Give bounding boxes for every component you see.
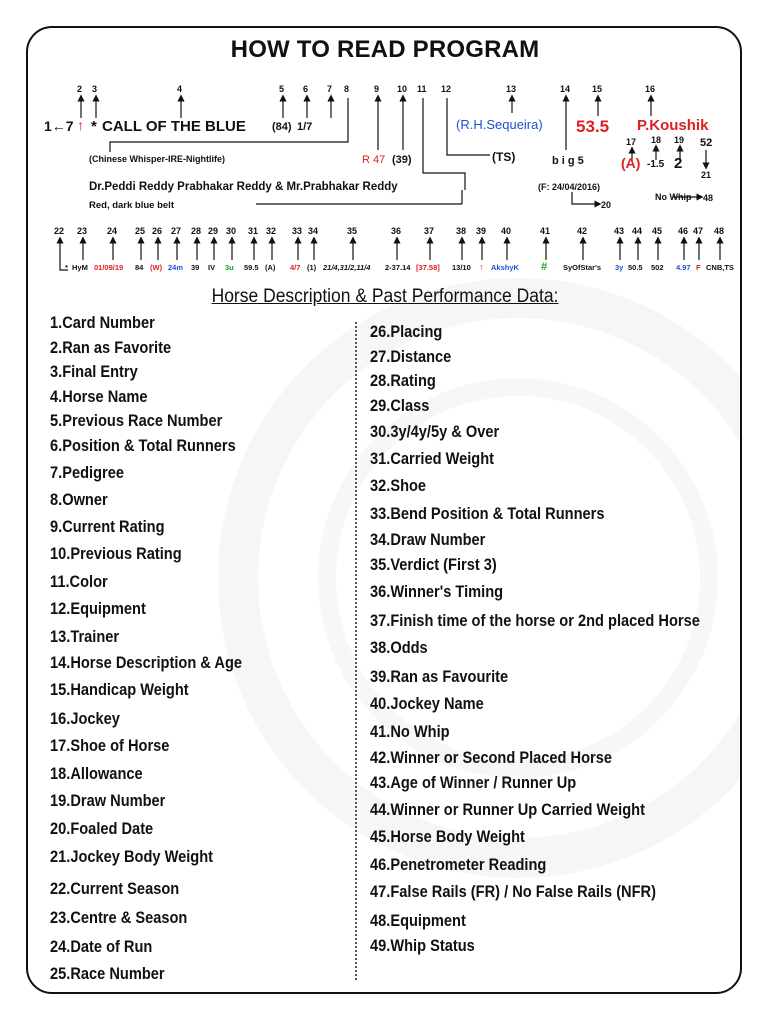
marker-12: 12: [441, 84, 452, 94]
marker-31: 31: [248, 226, 259, 236]
marker-6: 6: [303, 84, 309, 94]
legend-item: 19.Draw Number: [50, 791, 166, 810]
no-whip-label: No Whip: [655, 192, 692, 202]
legend-item: 38.Odds: [370, 638, 428, 657]
legend-item: 41.No Whip: [370, 722, 450, 741]
owner: Dr.Peddi Reddy Prabhakar Reddy & Mr.Prabhakar Reddy: [89, 181, 398, 193]
legend-item: 23.Centre & Season: [50, 908, 188, 927]
arrow-diagram: [0, 0, 770, 300]
previous-race-number: (84): [272, 121, 292, 133]
marker-13: 13: [506, 84, 517, 94]
perf-fav: ↑: [479, 262, 484, 272]
perf-winner-weight: 50.5: [628, 263, 643, 272]
perf-finish: [37.58]: [416, 263, 440, 272]
legend-item: 40.Jockey Name: [370, 694, 484, 713]
marker-32: 32: [266, 226, 277, 236]
horse-description-age: b i g 5: [552, 155, 584, 167]
marker-40: 40: [501, 226, 512, 236]
legend-item: 14.Horse Description & Age: [50, 653, 243, 672]
pedigree: (Chinese Whisper-IRE-Nightlife): [89, 154, 226, 164]
perf-rails: F: [696, 263, 701, 272]
legend-item: 39.Ran as Favourite: [370, 667, 509, 686]
marker-4: 4: [177, 84, 183, 94]
perf-distance: 24m: [168, 263, 184, 272]
legend-item: 27.Distance: [370, 347, 452, 366]
legend-item: 37.Finish time of the horse or 2nd placed Horse: [370, 611, 700, 630]
legend-item: 44.Winner or Runner Up Carried Weight: [370, 800, 645, 819]
marker-20: 20: [601, 200, 612, 210]
legend-item: 5.Previous Race Number: [50, 411, 223, 430]
color: Red, dark blue belt: [89, 200, 174, 211]
perf-winner-age: 3y: [615, 263, 624, 272]
legend-item: 31.Carried Weight: [370, 449, 495, 468]
legend-item: 13.Trainer: [50, 627, 120, 646]
perf-no-whip: #: [541, 261, 548, 273]
marker-43: 43: [614, 226, 625, 236]
legend-item: 6.Position & Total Runners: [50, 436, 236, 455]
favorite-arrow: ↑: [77, 117, 84, 133]
perf-rating: 39: [191, 263, 200, 272]
marker-39: 39: [476, 226, 487, 236]
marker-41: 41: [540, 226, 551, 236]
marker-28: 28: [191, 226, 202, 236]
marker-34: 34: [308, 226, 319, 236]
marker-18: 18: [651, 135, 662, 145]
trainer: (R.H.Sequeira): [456, 117, 543, 132]
column-divider: [355, 322, 357, 980]
previous-rating: (39): [392, 154, 412, 166]
marker-26: 26: [152, 226, 163, 236]
position-total-runners: 1/7: [297, 121, 313, 133]
legend-item: 33.Bend Position & Total Runners: [370, 504, 605, 523]
marker-19: 19: [674, 135, 685, 145]
marker-27: 27: [171, 226, 182, 236]
card-number: 1←7: [44, 118, 74, 134]
perf-centre: HyM: [72, 263, 88, 272]
current-rating: R 47: [362, 154, 386, 166]
legend-item: 46.Penetrometer Reading: [370, 855, 547, 874]
legend-item: 16.Jockey: [50, 709, 120, 728]
perf-shoe: (A): [265, 263, 276, 272]
legend-item: 8.Owner: [50, 490, 108, 509]
marker-21: 21: [701, 170, 712, 180]
marker-22: 22: [54, 226, 65, 236]
marker-2: 2: [77, 84, 83, 94]
equipment: (TS): [492, 150, 516, 164]
marker-5: 5: [279, 84, 285, 94]
legend-item: 4.Horse Name: [50, 387, 148, 406]
marker-23: 23: [77, 226, 88, 236]
perf-body-weight: 502: [651, 263, 664, 272]
perf-age: 3u: [225, 263, 234, 272]
marker-35: 35: [347, 226, 358, 236]
legend-item: 49.Whip Status: [370, 936, 475, 955]
marker-33: 33: [292, 226, 303, 236]
perf-jockey: AkshyK: [491, 263, 519, 272]
perf-penetrometer: 4.97: [676, 263, 691, 272]
marker-14: 14: [560, 84, 571, 94]
perf-verdict: 21/4,31/2,11/4: [323, 263, 371, 272]
marker-30: 30: [226, 226, 237, 236]
perf-equipment: CNB,TS: [706, 263, 734, 272]
marker-29: 29: [208, 226, 219, 236]
legend-item: 47.False Rails (FR) / No False Rails (NFR): [370, 882, 656, 901]
marker-42: 42: [577, 226, 588, 236]
legend-item: 22.Current Season: [50, 879, 180, 898]
marker-17: 17: [626, 137, 637, 147]
horse-name: CALL OF THE BLUE: [102, 118, 246, 135]
marker-46: 46: [678, 226, 689, 236]
marker-52: 52: [700, 137, 713, 149]
legend-item: 7.Pedigree: [50, 463, 124, 482]
legend-item: 1.Card Number: [50, 313, 155, 332]
perf-race: 84: [135, 263, 144, 272]
marker-25: 25: [135, 226, 146, 236]
perf-weight: 59.5: [244, 263, 259, 272]
legend-item: 43.Age of Winner / Runner Up: [370, 773, 577, 792]
marker-36: 36: [391, 226, 402, 236]
perf-winner: SyOfStar's: [563, 263, 602, 272]
marker-48: 48: [703, 193, 714, 203]
legend-item: 10.Previous Rating: [50, 544, 182, 563]
perf-odds: 13/10: [452, 263, 471, 272]
marker-11: 11: [417, 84, 427, 94]
marker-44: 44: [632, 226, 643, 236]
marker-47: 47: [693, 226, 704, 236]
marker-16: 16: [645, 84, 656, 94]
legend-item: 34.Draw Number: [370, 530, 486, 549]
legend-item: 24.Date of Run: [50, 937, 153, 956]
legend-item: 26.Placing: [370, 322, 443, 341]
perf-timing: 2-37.14: [385, 263, 411, 272]
legend-item: 12.Equipment: [50, 599, 146, 618]
legend-item: 15.Handicap Weight: [50, 680, 189, 699]
legend-item: 3.Final Entry: [50, 362, 138, 381]
legend-item: 32.Shoe: [370, 476, 427, 495]
marker-24: 24: [107, 226, 118, 236]
legend-item: 45.Horse Body Weight: [370, 827, 525, 846]
legend-item: 25.Race Number: [50, 964, 165, 983]
foaled-date: (F: 24/04/2016): [538, 182, 601, 192]
allowance: -1.5: [647, 159, 665, 170]
marker-38: 38: [456, 226, 467, 236]
jockey: P.Koushik: [637, 117, 709, 134]
perf-date: 01/09/19: [94, 263, 124, 272]
legend-item: 20.Foaled Date: [50, 819, 154, 838]
draw-number: 2: [674, 155, 683, 172]
shoe-of-horse: (A): [621, 155, 641, 171]
marker-9: 9: [374, 84, 380, 94]
perf-season: *: [65, 263, 68, 272]
section-subtitle: Horse Description & Past Performance Data:: [211, 286, 559, 307]
perf-bend: 4/7: [290, 263, 301, 272]
legend-item: 18.Allowance: [50, 764, 143, 783]
perf-draw: (1): [307, 263, 317, 272]
perf-class: IV: [208, 263, 216, 272]
marker-15: 15: [592, 84, 603, 94]
final-entry-star: *: [91, 118, 97, 135]
legend-item: 2.Ran as Favorite: [50, 338, 172, 357]
legend-item: 29.Class: [370, 396, 430, 415]
legend-item: 42.Winner or Second Placed Horse: [370, 748, 612, 767]
legend-item: 48.Equipment: [370, 911, 466, 930]
legend-item: 36.Winner's Timing: [370, 582, 504, 601]
legend-item: 28.Rating: [370, 371, 436, 390]
legend-item: 35.Verdict (First 3): [370, 555, 497, 574]
marker-7: 7: [327, 84, 333, 94]
legend-item: 21.Jockey Body Weight: [50, 847, 214, 866]
legend-item: 17.Shoe of Horse: [50, 736, 170, 755]
marker-8: 8: [344, 84, 350, 94]
legend-item: 9.Current Rating: [50, 517, 165, 536]
marker-3: 3: [92, 84, 98, 94]
legend-item: 11.Color: [50, 572, 108, 591]
perf-placing: (W): [150, 263, 163, 272]
marker-37: 37: [424, 226, 435, 236]
handicap-weight: 53.5: [576, 117, 610, 136]
legend-item: 30.3y/4y/5y & Over: [370, 422, 500, 441]
marker-45: 45: [652, 226, 663, 236]
page-title: HOW TO READ PROGRAM: [230, 36, 540, 63]
marker-48b: 48: [714, 226, 725, 236]
marker-10: 10: [397, 84, 408, 94]
